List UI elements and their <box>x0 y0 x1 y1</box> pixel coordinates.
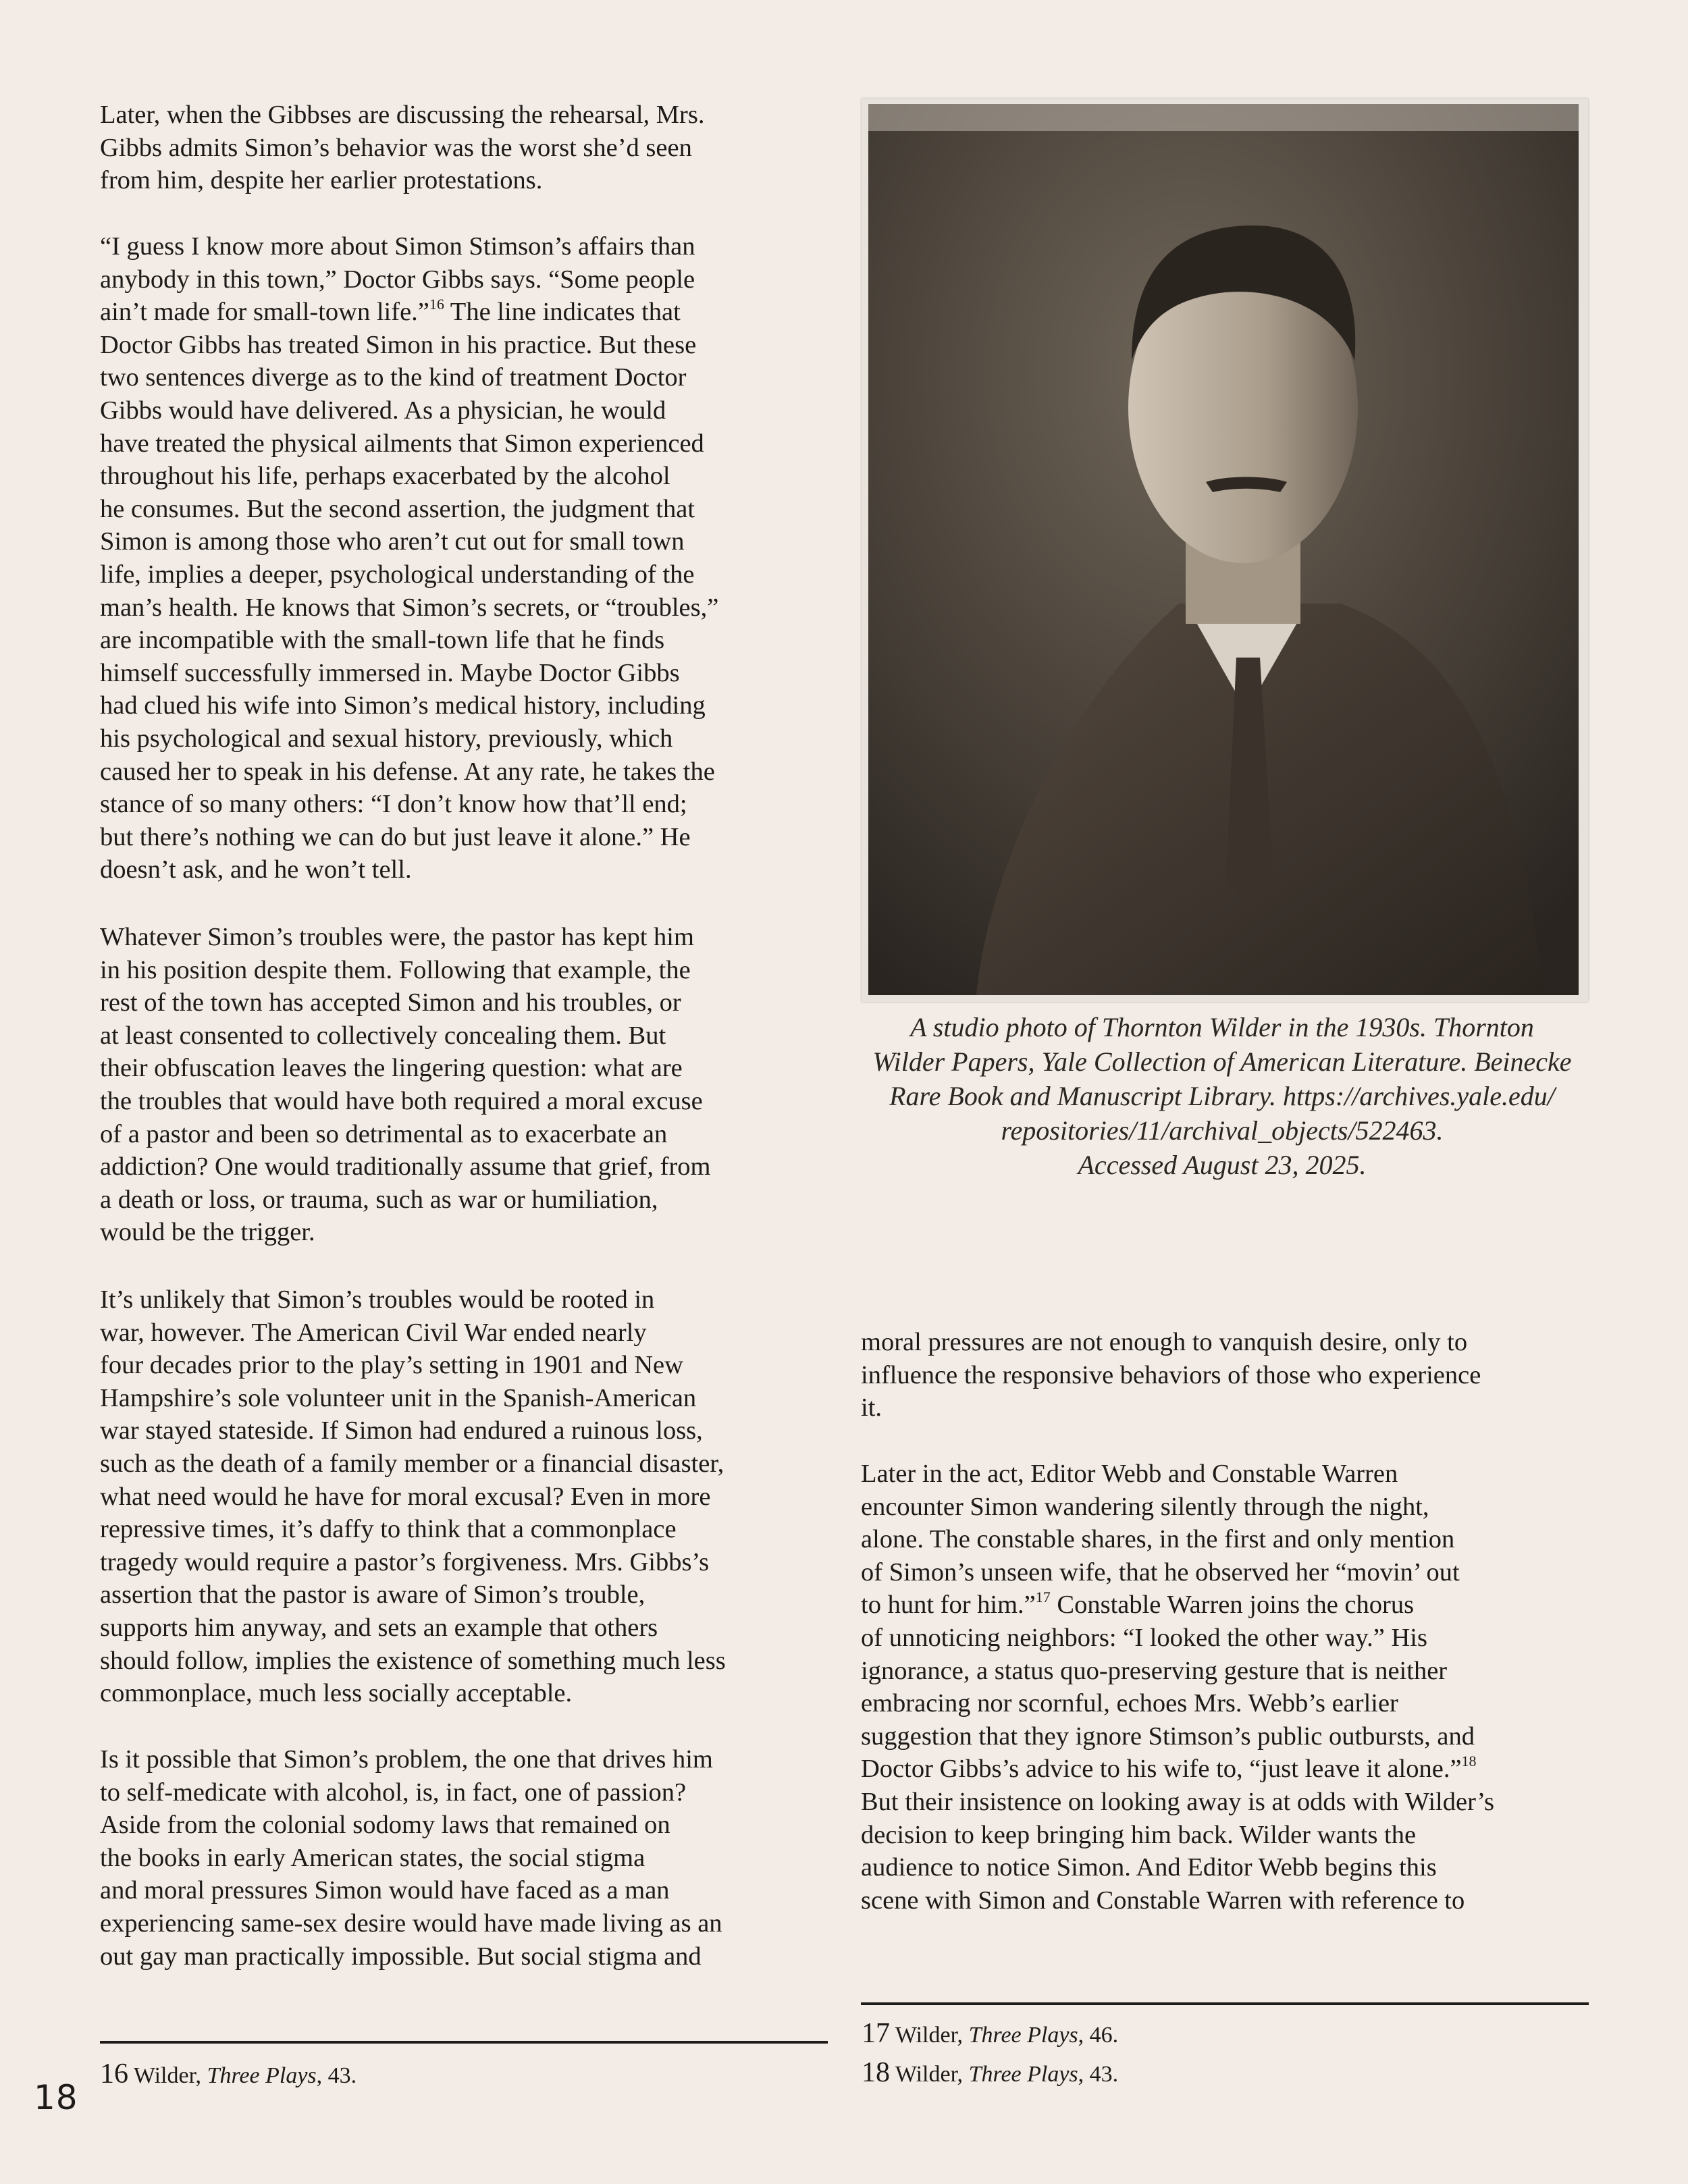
caption-line: Rare Book and Manuscript Library. https://archives.yale.edu/ <box>889 1081 1555 1111</box>
footnote-title: Three Plays <box>968 2023 1078 2048</box>
footnote-divider <box>100 2041 828 2044</box>
paragraph-doctor-gibbs-part1: “I guess I know more about Simon Stimson’s affairs than anybody in this town,” Doctor Gibbs says. “Some people ain’t made for small-town life.” <box>100 232 695 327</box>
footnote-number: 18 <box>862 2057 890 2088</box>
portrait-photo-frame <box>862 99 1588 1002</box>
footnote-author: Wilder, <box>890 2023 969 2048</box>
footnote-ref-18: 18 <box>1461 1753 1477 1770</box>
footnote-number: 16 <box>100 2058 128 2089</box>
footnote-number: 17 <box>862 2018 890 2049</box>
caption-line: Wilder Papers, Yale Collection of American Literature. Beinecke <box>872 1046 1572 1077</box>
footnote-page: , 43. <box>316 2063 357 2088</box>
page-number: 18 <box>34 2078 78 2117</box>
paragraph-looking-away: But their insistence on looking away is at odds with Wilder’s decision to keep bringing him back. Wilder wants the audience to notice Simon. And Editor Webb begins this scene with Simon and Constable Warren with reference to <box>861 1788 1495 1915</box>
paragraph-constable <box>861 1458 1604 1786</box>
paragraph-doctor-gibbs-part2: The line indicates that Doctor Gibbs has treated Simon in his practice. But these two sentences diverge as to the kind of treatment Doctor Gibbs would have delivered. As a physician, he would have treated the physical ailments that Simon experienced throughout his life, perhaps exacerbated by the alcohol he consumes. But the second assertion, the judgment that Simon is among those who aren’t cut out for small town life, implies a deeper, psychological understanding of the man’s health. He knows that Simon’s secrets, or “troubles,” are incompatible with the small-town life that he finds himself successfully immersed in. Maybe Doctor Gibbs had clued his wife into Simon’s medical history, including his psychological and sexual history, previously, which caused her to speak in his defense. At any rate, he takes the stance of so many others: “I don’t know how that’ll end; but there’s nothing we can do but just leave it alone.” He doesn’t ask, and he won’t tell. <box>100 298 719 884</box>
paragraph-constable-part2: Constable Warren joins the chorus of unnoticing neighbors: “I looked the other way.” His ignorance, a status quo-preserving gesture that is neither embracing nor scornful, echoes Mrs. Webb’s earlier suggestion that they ignore Stimson’s public outbursts, and Doctor Gibbs’s advice to his wife to, “just leave it alone.” <box>861 1591 1475 1784</box>
paragraph-desire: moral pressures are not enough to vanquish desire, only to influence the responsive behaviors of those who experience it. <box>861 1328 1481 1422</box>
footnote-ref-17: 17 <box>1035 1589 1051 1606</box>
paragraph-passion: Is it possible that Simon’s problem, the one that drives him to self-medicate with alcohol, is, in fact, one of passion? Aside from the colonial sodomy laws that remained on the books in early American states, the social stigma and moral pressures Simon would have faced as a man experiencing same-sex desire would have made living as an out gay man practically impossible. But social stigma and <box>100 1745 722 1971</box>
footnote-author: Wilder, <box>128 2063 207 2088</box>
caption-line: repositories/11/archival_objects/522463. <box>1001 1115 1444 1146</box>
footnote-author: Wilder, <box>890 2062 969 2087</box>
footnote-18 <box>862 2059 1118 2088</box>
footnote-ref-16: 16 <box>429 296 444 313</box>
paragraph-war: It’s unlikely that Simon’s troubles would be rooted in war, however. The American Civil War ended nearly four decades prior to the play’s setting in 1901 and New Hampshire’s sole volunteer unit in the Spanish-American war stayed stateside. If Simon had endured a ruinous loss, such as the death of a family member or a financial disaster, what need would he have for moral excusal? Even in more repressive times, it’s daffy to think that a commonplace tragedy would require a pastor’s forgiveness. Mrs. Gibbs’s assertion that the pastor is aware of Simon’s trouble, supports him anyway, and sets an example that others should follow, implies the existence of something much less commonplace, much less socially acceptable. <box>100 1285 726 1708</box>
footnote-title: Three Plays <box>968 2062 1078 2087</box>
footnote-16 <box>100 2060 357 2089</box>
thornton-wilder-portrait <box>868 104 1579 995</box>
photo-caption <box>830 1010 1614 1182</box>
paragraph-doctor-gibbs <box>100 230 836 886</box>
paragraph-pastor: Whatever Simon’s troubles were, the pastor has kept him in his position despite them. Following that example, the rest of the town has accepted Simon and his troubles, or at least consented to collectively concealing them. But their obfuscation leaves the lingering question: what are the troubles that would have both required a moral excuse of a pastor and been so detrimental as to exacerbate an addiction? One would traditionally assume that grief, from a death or loss, or trauma, such as war or humiliation, would be the trigger. <box>100 923 711 1247</box>
caption-line: A studio photo of Thornton Wilder in the 1930s. Thornton <box>910 1012 1534 1042</box>
paragraph-rehearsal: Later, when the Gibbses are discussing the rehearsal, Mrs. Gibbs admits Simon’s behavior was the worst she’d seen from him, despite her earlier protestations. <box>100 101 705 195</box>
footnote-page: , 46. <box>1078 2023 1119 2048</box>
footnote-divider <box>861 2002 1589 2005</box>
footnote-page: , 43. <box>1078 2062 1119 2087</box>
caption-line: Accessed August 23, 2025. <box>1078 1150 1367 1180</box>
footnote-title: Three Plays <box>207 2063 317 2088</box>
paragraph-constable-part1: Later in the act, Editor Webb and Constable Warren encounter Simon wandering silently through the night, alone. The constable shares, in the first and only mention of Simon’s unseen wife, that he observed her “movin’ out to hunt for him.” <box>861 1460 1460 1620</box>
footnote-17 <box>862 2020 1118 2049</box>
